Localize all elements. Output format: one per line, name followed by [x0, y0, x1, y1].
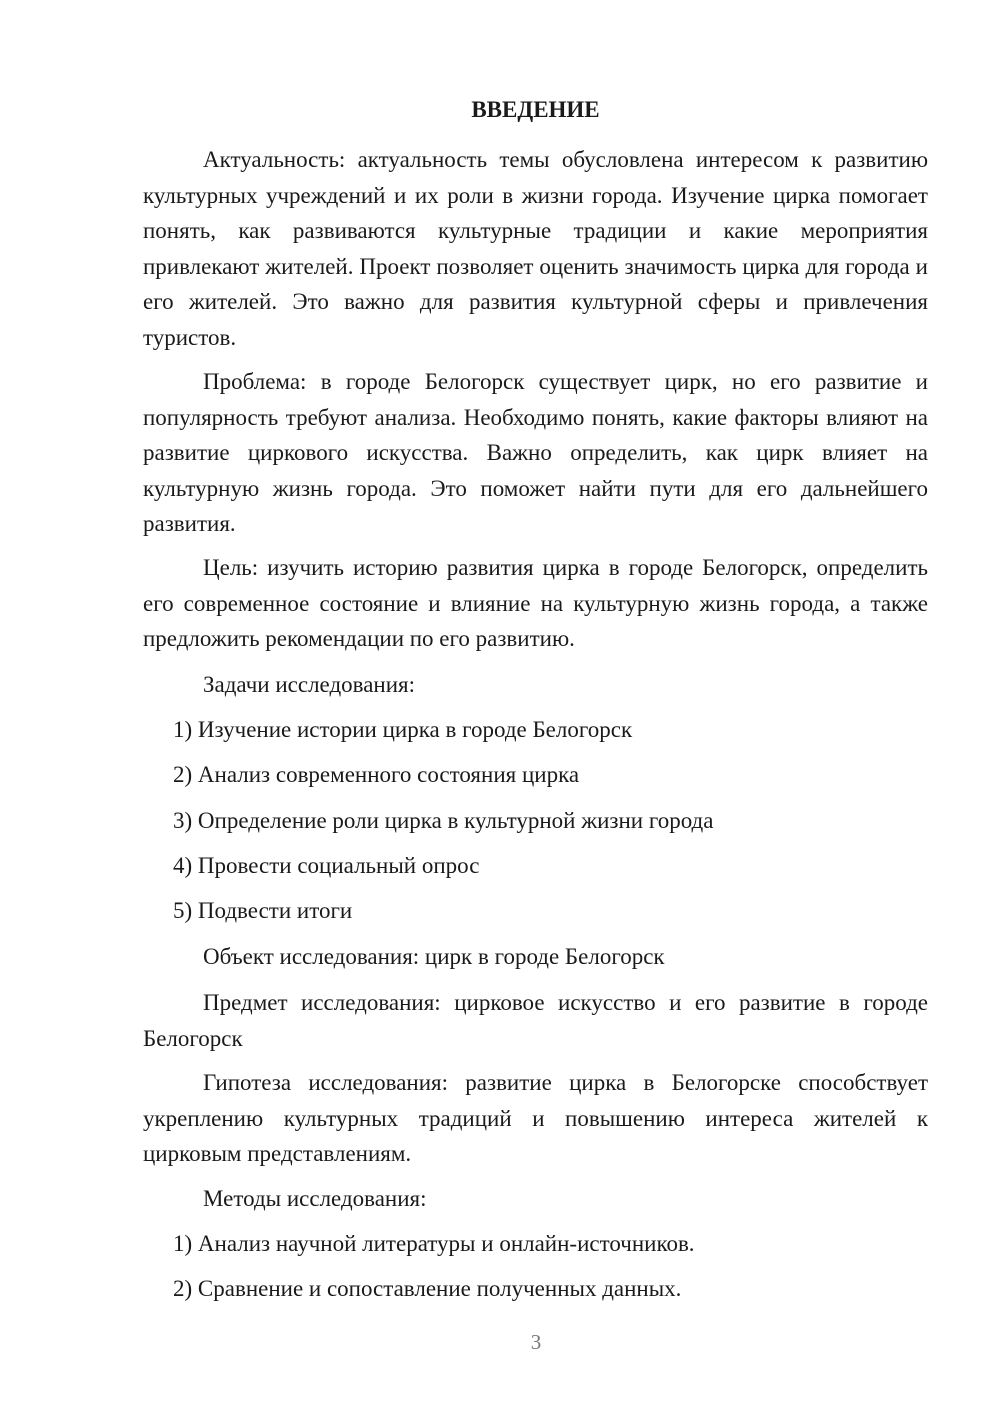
paragraph-goal: Цель: изучить историю развития цирка в городе Белогорск, определить его современное состояние и влияние на культурную жизнь города, а также предложить рекомендации по его развитию. [143, 555, 928, 651]
method-item: 2) Сравнение и сопоставление полученных данных. [173, 1276, 682, 1301]
paragraph-relevance: Актуальность: актуальность темы обусловлена интересом к развитию культурных учреждений и их роли в жизни города. Изучение цирка помогает понять, как развиваются культурные традиции и какие мероприятия привлекают жителей. Проект позволяет оценить значимость цирка для города и его жителей. Это важно для развития культурной сферы и привлечения туристов. [143, 147, 928, 350]
paragraph-hypothesis: Гипотеза исследования: развитие цирка в Белогорске способствует укреплению культурных традиций и повышению интереса жителей к цирковым представлениям. [143, 1070, 928, 1166]
paragraph-subject: Предмет исследования: цирковое искусство и его развитие в городе Белогорск [143, 990, 928, 1051]
task-item: 4) Провести социальный опрос [173, 853, 480, 878]
task-item: 3) Определение роли цирка в культурной жизни города [173, 808, 714, 833]
task-item: 1) Изучение истории цирка в городе Белогорск [173, 717, 633, 742]
tasks-title: Задачи исследования: [203, 672, 416, 697]
paragraph-problem: Проблема: в городе Белогорск существует цирк, но его развитие и популярность требуют анализа. Необходимо понять, какие факторы влияют на развитие циркового искусства. Важно определить, как цирк влияет на культурную жизнь города. Это поможет найти пути для его дальнейшего развития. [143, 369, 928, 536]
page-number: 3 [530, 1330, 542, 1354]
methods-title: Методы исследования: [203, 1186, 427, 1211]
task-item: 5) Подвести итоги [173, 898, 353, 923]
method-item: 1) Анализ научной литературы и онлайн-источников. [173, 1231, 695, 1256]
page-title: ВВЕДЕНИЕ [471, 97, 600, 122]
paragraph-object: Объект исследования: цирк в городе Белогорск [203, 944, 665, 969]
task-item: 2) Анализ современного состояния цирка [173, 762, 580, 787]
